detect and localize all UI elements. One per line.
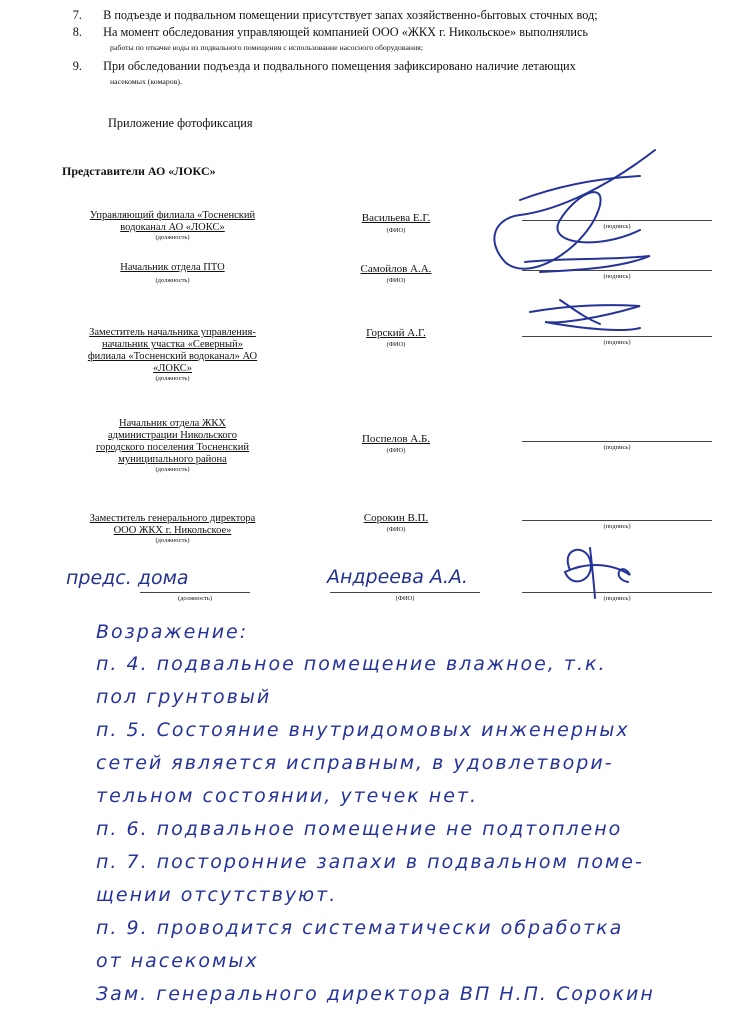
position-caption: (должность) <box>155 277 190 284</box>
signature-caption: (подпись) <box>603 273 631 280</box>
signer-fio: Горский А.Г. <box>366 327 426 339</box>
signer-position: Начальник отдела ЖКХ <box>119 418 226 429</box>
handwritten-line: щении отсутствуют. <box>96 884 338 906</box>
fio-caption: (ФИО) <box>386 526 406 533</box>
signer-position: администрации Никольского <box>108 430 237 441</box>
position-caption: (должность) <box>155 234 190 241</box>
fio-caption: (ФИО) <box>386 341 406 348</box>
signature-vasilieva <box>494 150 655 269</box>
signer-fio: Поспелов А.Б. <box>361 433 431 445</box>
signer-position: муниципального района <box>118 454 227 465</box>
position-caption: (должность) <box>155 375 190 382</box>
position-caption: (должность) <box>155 466 190 473</box>
signature-caption: (подпись) <box>603 444 631 451</box>
handwritten-line: от насекомых <box>96 950 259 972</box>
signer-position: городского поселения Тосненский <box>95 442 250 453</box>
handwritten-line: сетей является исправным, в удовлетвори- <box>96 752 614 774</box>
position-caption: (должность) <box>155 537 190 544</box>
item-text: В подъезде и подвальном помещении присутствует запах хозяйственно-бытовых сточных вод; <box>103 8 598 22</box>
item-text: На момент обследования управляющей компанией ООО «ЖКХ г. Никольское» выполнялись <box>103 25 589 39</box>
handwritten-line: п. 5. Состояние внутридомовых инженерных <box>96 719 630 741</box>
signature-handwritten-representative <box>565 550 630 582</box>
signature-caption: (подпись) <box>603 223 631 230</box>
handwritten-line: п. 9. проводится систематически обработка <box>96 917 624 939</box>
fio-caption: (ФИО) <box>386 227 406 234</box>
handwritten-position: предс. дома <box>66 567 189 589</box>
handwritten-line: п. 4. подвальное помещение влажное, т.к. <box>96 653 607 675</box>
position-caption: (должность) <box>177 595 213 602</box>
appendix-note: Приложение фотофиксация <box>108 116 253 130</box>
handwritten-line: тельном состоянии, утечек нет. <box>96 785 479 807</box>
handwritten-line: Возражение: <box>96 621 249 643</box>
item-text-continued: насекомых (комаров). <box>110 77 182 86</box>
signer-position: Начальник отдела ПТО <box>120 262 225 273</box>
signature-caption: (подпись) <box>603 523 631 530</box>
signer-fio: Васильева Е.Г. <box>361 212 431 224</box>
handwritten-line: п. 7. посторонние запахи в подвальном поме- <box>96 851 644 873</box>
signer-fio: Сорокин В.П. <box>363 512 429 524</box>
handwritten-line: пол грунтовый <box>96 686 272 708</box>
signature-caption: (подпись) <box>603 595 631 602</box>
item-number: 9. <box>72 59 82 73</box>
item-number: 7. <box>72 8 82 22</box>
fio-caption: (ФИО) <box>395 595 415 602</box>
fio-caption: (ФИО) <box>386 277 406 284</box>
signer-fio: Самойлов А.А. <box>360 263 432 275</box>
handwritten-fio: Андреева А.А. <box>327 566 468 588</box>
handwritten-line: п. 6. подвальное помещение не подтоплено <box>96 818 623 840</box>
signer-position: Заместитель генерального директора <box>89 513 256 524</box>
handwritten-line: Зам. генерального директора ВП Н.П. Сорокин <box>96 983 655 1005</box>
signer-position: Управляющий филиала «Тосненский <box>89 210 256 221</box>
item-text: При обследовании подъезда и подвального помещения зафиксировано наличие летающих <box>103 59 576 73</box>
fio-caption: (ФИО) <box>386 447 406 454</box>
signer-position: филиала «Тосненский водоканал» АО <box>87 351 258 362</box>
signer-position: Заместитель начальника управления- <box>89 327 256 338</box>
signer-position: ООО ЖКХ г. Никольское» <box>113 525 232 536</box>
signature-gorsky <box>530 305 640 330</box>
signer-position: начальник участка «Северный» <box>102 339 243 350</box>
signature-caption: (подпись) <box>603 339 631 346</box>
item-text-continued: работы по откачке воды из подвального помещения с использование насосного оборудования; <box>110 43 424 52</box>
representatives-title: Представители АО «ЛОКС» <box>62 164 216 178</box>
item-number: 8. <box>72 25 82 39</box>
signer-position: водоканал АО «ЛОКС» <box>120 222 225 233</box>
signer-position: «ЛОКС» <box>153 363 192 374</box>
